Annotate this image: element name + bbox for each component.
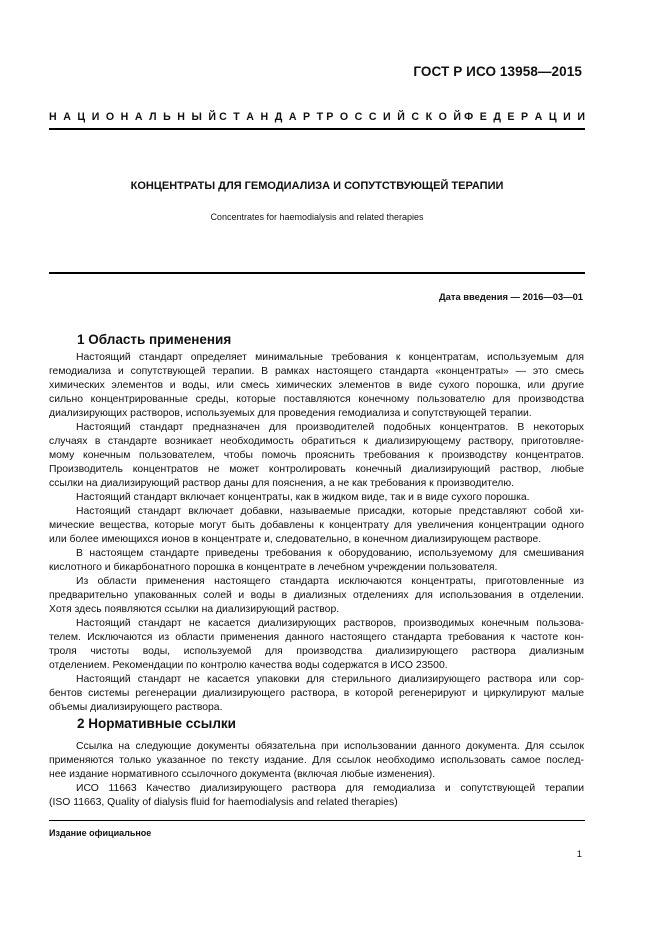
page-number: 1 <box>576 849 582 860</box>
paragraph <box>49 505 584 547</box>
text-line: диализирующих растворов, используемых для проведения гемодиализа и сопутствующей терапии. <box>49 407 532 419</box>
introduction-date: Дата введения — 2016—03—01 <box>438 291 583 302</box>
text-line: Ссылка на следующие документы обязательна при использовании данного документа. Для ссылок <box>76 741 584 752</box>
text-line: предварительно упакованных солей и воды в диализных отделениях для использования в отделении. <box>49 589 584 601</box>
text-line: отделением. Рекомендации по контролю качества воды содержатся в ИСО 23500. <box>49 659 448 671</box>
section-1-heading: 1 Область применения <box>77 332 232 347</box>
header-rule <box>49 128 585 130</box>
banner-word: С Т А Н Д А Р Т <box>219 111 324 123</box>
paragraph <box>49 782 584 810</box>
text-line: ссылки на диализирующий раствор даны для пояснения, а не как требования к производителю. <box>49 477 515 489</box>
paragraph <box>49 491 584 505</box>
paragraph <box>49 351 584 420</box>
text-line: (ISO 11663, Quality of dialysis fluid for haemodialysis and related therapies) <box>49 796 398 808</box>
banner-word: Р О С С И Й С К О Й <box>326 111 462 123</box>
paragraph <box>49 673 584 715</box>
text-line: Настоящий стандарт не касается упаковки для стерильного диализирующего раствора или сор- <box>76 674 584 685</box>
edition-note: Издание официальное <box>49 828 152 838</box>
section-2-heading: 2 Нормативные ссылки <box>77 716 236 731</box>
title-rule <box>49 272 585 274</box>
text-line: бентов системы регенерации диализирующего раствора, в которой регенерируют и циркулируют малые <box>49 687 584 699</box>
document-title-english: Concentrates for haemodialysis and related therapies <box>210 212 424 222</box>
text-line: мические вещества, которые могут быть добавлены к концентрату для увеличения концентрации одного <box>49 519 584 531</box>
text-line: Хотя здесь появляются ссылки на диализирующий раствор. <box>49 603 340 615</box>
banner-word: Н А Ц И О Н А Л Ь Н Ы Й <box>49 111 216 123</box>
text-line: В настоящем стандарте приведены требования к оборудованию, используемому для смешивания <box>76 548 584 559</box>
text-line: гемодиализа и сопутствующей терапии. В рамках настоящего стандарта «концентраты» — это смесь <box>49 365 584 377</box>
paragraph <box>49 421 584 490</box>
text-line: телем. Исключаются из области применения данного настоящего стандарта требования к частоте кон- <box>49 631 584 643</box>
text-line: или более имеющихся ионов в концентрате и, следовательно, в конечном диализирующем растворе. <box>49 533 542 545</box>
paragraph <box>49 740 584 782</box>
standard-designation: ГОСТ Р ИСО 13958—2015 <box>413 64 582 79</box>
text-line: случаях в стандарте возникает необходимость обратиться к диализирующему раствору, приготовляе- <box>49 435 584 447</box>
document-title: КОНЦЕНТРАТЫ ДЛЯ ГЕМОДИАЛИЗА И СОПУТСТВУЮЩЕЙ ТЕРАПИИ <box>130 180 504 192</box>
text-line: Настоящий стандарт не касается диализирующих растворов, производимых конечным пользова- <box>76 618 584 629</box>
text-line: Настоящий стандарт определяет минимальные требования к концентратам, используемым для <box>76 352 584 363</box>
banner-word: Ф Е Д Е Р А Ц И И <box>464 111 585 123</box>
text-line: химических элементов и воды, или смесь химических элементов в виде сухого порошка, или другие <box>49 379 584 391</box>
text-line: применяются только указанное по тексту издание. Для ссылок необходимо использовать самое послед- <box>49 754 584 766</box>
text-line: Настоящий стандарт предназначен для производителей подобных концентратов. В некоторых <box>76 422 584 433</box>
text-line: Настоящий стандарт включает концентраты, как в жидком виде, так и в виде сухого порошка. <box>76 492 530 503</box>
text-line: Настоящий стандарт включает добавки, называемые присадки, которые представляют собой хи- <box>76 506 584 517</box>
footer-rule <box>49 820 585 821</box>
text-line: нее издание нормативного ссылочного документа (включая любые изменения). <box>49 768 436 780</box>
paragraph <box>49 575 584 617</box>
paragraph <box>49 547 584 575</box>
text-line: мому конечным пользователем, чтобы помочь прояснить требования к производству концентратов. <box>49 449 584 461</box>
text-line: кислотного и бикарбонатного порошка в концентрате в лечебном учреждении пользователя. <box>49 561 498 573</box>
text-line: Производитель концентратов не может контролировать конечный диализирующий раствор, любые <box>49 463 584 475</box>
paragraph <box>49 617 584 673</box>
text-line: Из области применения настоящего стандарта исключаются концентраты, приготовленные из <box>76 576 584 587</box>
text-line: объемы диализирующего раствора. <box>49 701 223 713</box>
text-line: сильно концентрированные среды, которые поставляются конечному пользователю для производства <box>49 393 584 405</box>
text-line: троля чистоты воды, используемой для производства диализирующего раствора диализным <box>49 645 584 657</box>
national-standard-banner <box>49 111 585 123</box>
text-line: ИСО 11663 Качество диализирующего раствора для гемодиализа и сопутствующей терапии <box>76 783 584 794</box>
